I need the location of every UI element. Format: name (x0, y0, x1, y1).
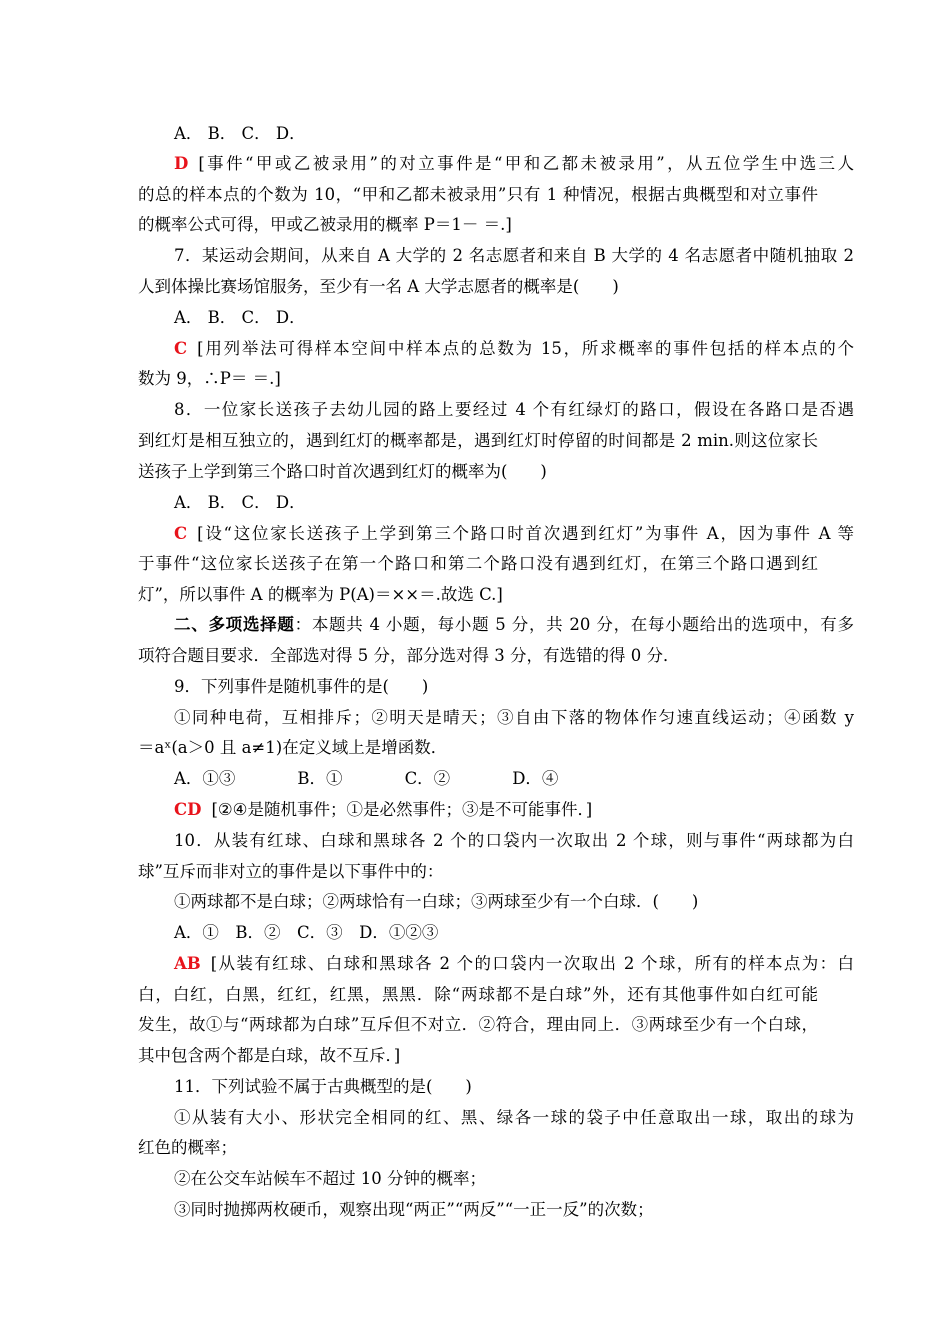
q9-items-2: ＝aˣ(a＞0 且 a≠1)在定义域上是增函数． (138, 738, 448, 757)
q8-answer-line-3: 灯”，所以事件 A 的概率为 P(A)＝××＝.故选 C.] (138, 585, 503, 604)
q7-stem-2: 人到体操比赛场馆服务，至少有一名 A 大学志愿者的概率是( ) (138, 277, 619, 296)
q9-option-b: B．① (297, 769, 343, 788)
q10-answer-key: AB (174, 954, 201, 973)
q10-answer-line-2: 白，白红，白黑，红红，红黑，黑黑．除“两球都不是白球”外，还有其他事件如白红可能 (138, 985, 818, 1004)
q6-options: A． B． C． D． (174, 124, 306, 143)
q10-answer-line-3: 发生，故①与“两球都为白球”互斥但不对立．②符合，理由同上．③两球至少有一个白球， (138, 1015, 818, 1034)
q7-answer-line-1 (174, 338, 854, 360)
q9-options (174, 768, 854, 790)
q7-answer-key: C (174, 339, 188, 358)
section-2-heading-line-1 (174, 614, 854, 636)
q10-options: A．① B．② C．③ D．①②③ (174, 923, 439, 942)
q9-option-c: C．② (404, 769, 451, 788)
q6-answer-line-2: 的总的样本点的个数为 10，“甲和乙都未被录用”只有 1 种情况，根据古典概型和对立事件 (138, 185, 818, 204)
section-2-heading-line-2: 项符合题目要求．全部选对得 5 分，部分选对得 3 分，有选错的得 0 分． (138, 646, 680, 665)
q6-answer-key: D (174, 154, 189, 173)
q10-answer-line-4: 其中包含两个都是白球，故不互斥．] (138, 1046, 401, 1065)
q9-stem: 9．下列事件是随机事件的是( ) (174, 677, 429, 696)
q8-answer-line-1 (174, 523, 854, 545)
section-2-instructions-1: ：本题共 4 小题，每小题 5 分，共 20 分，在每小题给出的选项中，有多 (294, 615, 855, 634)
q11-item-3: ③同时抛掷两枚硬币，观察出现“两正”“两反”“一正一反”的次数； (174, 1200, 654, 1219)
q7-answer-line-2: 数为 9，∴P＝ ＝.] (138, 369, 281, 388)
q10-items: ①两球都不是白球；②两球恰有一白球；③两球至少有一个白球．( ) (174, 892, 699, 911)
q8-stem-2: 到红灯是相互独立的，遇到红灯的概率都是，遇到红灯时停留的时间都是 2 min.则这位家长 (138, 431, 818, 450)
q9-option-a: A．①③ (174, 769, 236, 788)
q8-explanation-1: [设“这位家长送孩子上学到第三个路口时首次遇到红灯”为事件 A，因为事件 A 等 (197, 524, 854, 543)
q9-explanation: [②④是随机事件；①是必然事件；③是不可能事件．] (211, 800, 593, 819)
q10-explanation-1: [从装有红球、白球和黑球各 2 个的口袋内一次取出 2 个球，所有的样本点为：白 (210, 954, 854, 973)
q8-answer-key: C (174, 524, 188, 543)
q8-options: A． B． C． D． (174, 493, 306, 512)
q6-answer-line-1 (174, 153, 854, 175)
q9-items-1: ①同种电荷，互相排斥；②明天是晴天；③自由下落的物体作匀速直线运动；④函数 y (174, 708, 854, 727)
q9-option-d: D．④ (512, 769, 559, 788)
q11-item-2: ②在公交车站候车不超过 10 分钟的概率； (174, 1169, 486, 1188)
q6-explanation-1: [事件“甲或乙被录用”的对立事件是“甲和乙都未被录用”，从五位学生中选三人 (198, 154, 854, 173)
q7-explanation-1: [用列举法可得样本空间中样本点的总数为 15，所求概率的事件包括的样本点的个 (197, 339, 854, 358)
q6-answer-line-3: 的概率公式可得，甲或乙被录用的概率 P＝1－ ＝.] (138, 215, 512, 234)
q8-stem-3: 送孩子上学到第三个路口时首次遇到红灯的概率为( ) (138, 462, 547, 481)
q8-stem-1: 8．一位家长送孩子去幼儿园的路上要经过 4 个有红绿灯的路口，假设在各路口是否遇 (174, 400, 854, 419)
q7-stem-1: 7．某运动会期间，从来自 A 大学的 2 名志愿者和来自 B 大学的 4 名志愿者中随机抽取 2 (174, 246, 854, 265)
q8-answer-line-2: 于事件“这位家长送孩子在第一个路口和第二个路口没有遇到红灯，在第三个路口遇到红 (138, 554, 818, 573)
q7-options: A． B． C． D． (174, 308, 306, 327)
q10-stem-1: 10．从装有红球、白球和黑球各 2 个的口袋内一次取出 2 个球，则与事件“两球都为白 (174, 831, 854, 850)
section-2-title: 二、多项选择题 (174, 615, 295, 634)
q10-answer-line-1 (174, 953, 854, 975)
q10-stem-2: 球”互斥而非对立的事件是以下事件中的： (138, 862, 444, 881)
q9-answer-key: CD (174, 800, 202, 819)
q11-stem: 11．下列试验不属于古典概型的是( ) (174, 1077, 472, 1096)
q9-answer-line (174, 799, 854, 821)
q11-item-1b: 红色的概率； (138, 1138, 237, 1157)
q11-item-1a: ①从装有大小、形状完全相同的红、黑、绿各一球的袋子中任意取出一球，取出的球为 (174, 1108, 854, 1127)
